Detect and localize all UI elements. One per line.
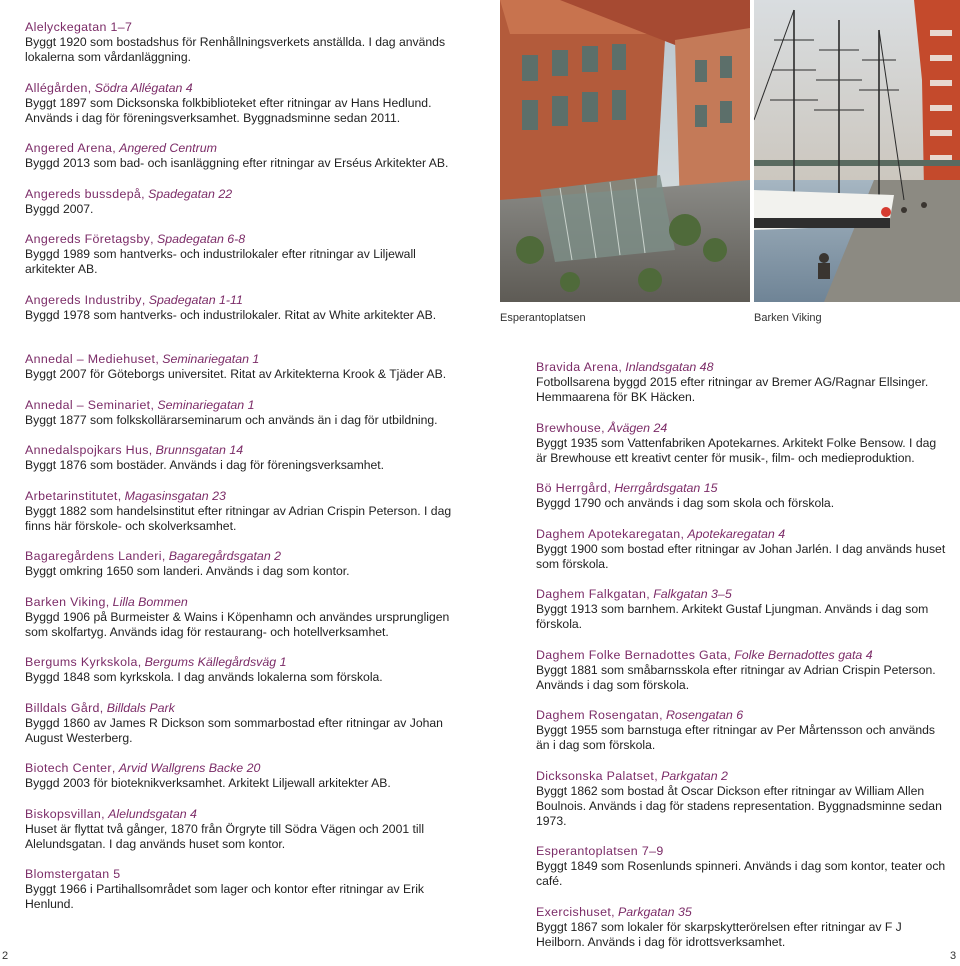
building-name: Barken Viking: [25, 594, 106, 609]
building-name: Angereds bussdepå: [25, 186, 142, 201]
building-address: Magasinsgatan 23: [124, 488, 226, 503]
building-description: Byggt 1849 som Rosenlunds spinneri. Används i dag som kontor, teater och café.: [536, 859, 946, 888]
building-entry: [25, 807, 465, 852]
building-name: Angered Arena: [25, 141, 113, 155]
entry-heading: Allégården, Södra Allégatan 4: [25, 80, 193, 95]
entry-heading: Barken Viking, Lilla Bommen: [25, 594, 188, 609]
entry-heading: Biskopsvillan, Alelundsgatan 4: [25, 806, 197, 821]
building-description: Byggt 1882 som handelsinstitut efter ritningar av Adrian Crispin Peterson. I dag finns här förskole- och skolverksamhet.: [25, 503, 452, 533]
building-address: Alelundsgatan 4: [108, 806, 197, 821]
building-address: Bergums Källegårdsväg 1: [144, 655, 287, 669]
building-name: Billdals Gård: [25, 700, 100, 715]
building-address: Lilla Bommen: [112, 594, 188, 609]
entry-heading: Arbetarinstitutet, Magasinsgatan 23: [25, 488, 226, 503]
building-description: Byggd 1989 som hantverks- och industrilokaler efter ritningar av Liljewall arkitekter AB.: [25, 247, 416, 276]
entry-heading: [25, 20, 465, 35]
building-description: Byggt 1935 som Vattenfabriken Apotekarnes. Arkitekt Folke Bensow. I dag är Brewhouse ett kreativt center för musik-, film- och medieproduktion.: [536, 435, 937, 465]
building-address: Spadegatan 1-11: [148, 292, 243, 307]
building-entry: [25, 81, 465, 126]
entry-heading: Annedalspojkars Hus, Brunnsgatan 14: [25, 443, 244, 457]
building-address: Brunnsgatan 14: [155, 443, 244, 457]
building-entry: [25, 595, 465, 640]
building-name: Bagaregårdens Landeri: [25, 549, 162, 563]
building-entry: [536, 905, 946, 950]
building-description: Byggt 1876 som bostäder. Används i dag för föreningsverksamhet.: [25, 458, 385, 472]
building-name: Annedal – Mediehuset: [25, 352, 156, 366]
building-address: Seminariegatan 1: [162, 352, 260, 366]
entry-heading: Bergums Kyrkskola, Bergums Källegårdsväg 1: [25, 655, 287, 669]
entry-heading: Angereds bussdepå, Spadegatan 22: [25, 186, 233, 201]
entries-column-top-left: [25, 20, 465, 338]
building-entry: [536, 769, 946, 829]
entry-heading: Bö Herrgård, Herrgårdsgatan 15: [536, 481, 718, 495]
building-name: Bergums Kyrkskola: [25, 655, 138, 669]
building-entry: [25, 352, 465, 382]
building-address: Bagaregårdsgatan 2: [168, 549, 282, 563]
entry-heading: Annedal – Seminariet, Seminariegatan 1: [25, 397, 255, 412]
building-name: Alelyckegatan 1–7: [25, 20, 133, 34]
building-description: Byggt 1920 som bostadshus för Renhållningsverkets anställda. I dag används lokalerna som vårdanläggning.: [25, 35, 446, 64]
entry-heading: Exercishuset, Parkgatan 35: [536, 904, 692, 919]
building-description: Byggd 1790 och används i dag som skola och förskola.: [536, 496, 835, 510]
building-name: Arbetarinstitutet: [25, 488, 118, 503]
building-name: Biskopsvillan: [25, 806, 102, 821]
building-name: Bö Herrgård: [536, 481, 608, 495]
building-entry: [25, 761, 465, 791]
building-description: Byggd 2007.: [25, 201, 94, 216]
page-number-right: 3: [950, 950, 957, 962]
building-name: Daghem Rosengatan: [536, 708, 660, 722]
building-address: Arvid Wallgrens Backe 20: [118, 761, 261, 775]
building-address: Falkgatan 3–5: [653, 587, 732, 601]
building-entry: [25, 141, 465, 171]
building-entry: [25, 398, 465, 428]
building-description: Fotbollsarena byggd 2015 efter ritningar av Bremer AG/Ragnar Ellsinger. Hemmaarena för BK Häcken.: [536, 375, 929, 404]
building-name: Blomstergatan 5: [25, 867, 121, 881]
building-entry: [536, 360, 946, 405]
entries-column-right: [536, 360, 946, 965]
building-description: Byggt 1867 som lokaler för skarpskytterörelsen efter ritningar av F J Heilborn. Används i dag för idrottsverksamhet.: [536, 919, 902, 949]
building-description: Byggd 1906 på Burmeister & Wains i Köpenhamn och användes ursprungligen som skolfartyg. Används idag för restaurang- och hotellverksamhet.: [25, 609, 450, 639]
building-entry: [25, 187, 465, 217]
building-entry: [25, 443, 465, 473]
building-entry: [25, 232, 465, 277]
building-entry: [25, 293, 465, 323]
building-address: Herrgårdsgatan 15: [614, 481, 718, 495]
building-entry: [536, 527, 946, 572]
building-name: Daghem Folke Bernadottes Gata: [536, 647, 728, 662]
building-description: Byggt 1913 som barnhem. Arkitekt Gustaf Ljungman. Används i dag som förskola.: [536, 602, 929, 631]
building-address: Folke Bernadottes gata 4: [734, 647, 873, 662]
building-name: Exercishuset: [536, 904, 612, 919]
entry-heading: Bravida Arena, Inlandsgatan 48: [536, 360, 714, 374]
building-entry: [536, 587, 946, 632]
entry-heading: Dicksonska Palatset, Parkgatan 2: [536, 768, 728, 783]
building-description: Byggd 1848 som kyrkskola. I dag används lokalerna som förskola.: [25, 670, 383, 684]
building-address: Apotekaregatan 4: [687, 526, 786, 541]
building-address: Angered Centrum: [119, 141, 217, 155]
building-entry: [25, 20, 465, 65]
building-entry: [536, 421, 946, 466]
building-description: Byggt 1877 som folkskollärarseminarum och används än i dag för utbildning.: [25, 412, 438, 427]
building-entry: [536, 844, 946, 889]
building-description: Byggt 1862 som bostad åt Oscar Dickson efter ritningar av William Allen Boulnois. Används i dag för stadens representation. Byggnadsminne sedan 1973.: [536, 783, 942, 828]
building-description: Byggt 1897 som Dicksonska folkbiblioteket efter ritningar av Hans Hedlund. Används i dag för föreningsverksamhet. Byggnadsminne sedan 2011.: [25, 95, 432, 125]
building-description: Byggd 1860 av James R Dickson som sommarbostad efter ritningar av Johan August Westerberg.: [25, 715, 443, 745]
building-address: Spadegatan 22: [148, 186, 233, 201]
building-entry: [25, 655, 465, 685]
building-name: Biotech Center: [25, 761, 112, 775]
photo-caption-esperantoplatsen: Esperantoplatsen: [500, 312, 586, 324]
building-description: Byggd 2013 som bad- och isanläggning efter ritningar av Erséus Arkitekter AB.: [25, 156, 449, 170]
entry-heading: Annedal – Mediehuset, Seminariegatan 1: [25, 352, 260, 366]
entry-heading: [25, 867, 465, 882]
building-entry: [25, 867, 465, 912]
building-name: Esperantoplatsen 7–9: [536, 844, 664, 858]
entry-heading: Daghem Rosengatan, Rosengatan 6: [536, 708, 744, 722]
building-description: Huset är flyttat två gånger, 1870 från Örgryte till Södra Vägen och 2001 till Alelundsgatan. I dag används huset som kontor.: [25, 821, 425, 851]
building-description: Byggt 1966 i Partihallsområdet som lager och kontor efter ritningar av Erik Henlund.: [25, 882, 424, 911]
building-entry: [25, 489, 465, 534]
building-description: Byggt 1900 som bostad efter ritningar av Johan Jarlén. I dag används huset som förskola.: [536, 541, 946, 571]
entry-heading: Brewhouse, Åvägen 24: [536, 420, 668, 435]
building-description: Byggt 1881 som småbarnsskola efter ritningar av Adrian Crispin Peterson. Används i dag som förskola.: [536, 662, 936, 692]
building-address: Åvägen 24: [608, 420, 668, 435]
building-address: Parkgatan 2: [661, 768, 728, 783]
entries-column-left: [25, 352, 465, 928]
building-name: Angereds Företagsby: [25, 232, 151, 246]
esperantoplatsen-photo: [500, 0, 750, 302]
building-entry: [536, 648, 946, 693]
building-address: Inlandsgatan 48: [625, 360, 714, 374]
building-description: Byggt 2007 för Göteborgs universitet. Ritat av Arkitekterna Krook & Tjäder AB.: [25, 367, 447, 381]
building-entry: [536, 481, 946, 511]
entry-heading: Bagaregårdens Landeri, Bagaregårdsgatan 2: [25, 549, 282, 563]
building-name: Bravida Arena: [536, 360, 619, 374]
building-description: Byggd 2003 för bioteknikverksamhet. Arkitekt Liljewall arkitekter AB.: [25, 776, 391, 790]
building-name: Daghem Falkgatan: [536, 587, 647, 601]
building-name: Allégården: [25, 80, 88, 95]
building-name: Daghem Apotekaregatan: [536, 526, 681, 541]
building-entry: [536, 708, 946, 753]
entry-heading: Angered Arena, Angered Centrum: [25, 141, 217, 155]
building-address: Billdals Park: [106, 700, 175, 715]
building-name: Brewhouse: [536, 420, 602, 435]
entry-heading: Daghem Falkgatan, Falkgatan 3–5: [536, 587, 732, 601]
page-number-left: 2: [2, 950, 9, 962]
entry-heading: Daghem Folke Bernadottes Gata, Folke Bernadottes gata 4: [536, 647, 873, 662]
building-description: Byggd 1978 som hantverks- och industrilokaler. Ritat av White arkitekter AB.: [25, 307, 437, 322]
barken-viking-photo: [754, 0, 960, 302]
entry-heading: Angereds Företagsby, Spadegatan 6-8: [25, 232, 246, 246]
building-address: Rosengatan 6: [665, 708, 744, 722]
building-name: Dicksonska Palatset: [536, 768, 655, 783]
building-name: Annedalspojkars Hus: [25, 443, 149, 457]
entry-heading: Daghem Apotekaregatan, Apotekaregatan 4: [536, 526, 786, 541]
building-address: Parkgatan 35: [618, 904, 692, 919]
building-name: Angereds Industriby: [25, 292, 142, 307]
building-name: Annedal – Seminariet: [25, 397, 151, 412]
entry-heading: [536, 844, 946, 859]
building-description: Byggt omkring 1650 som landeri. Används i dag som kontor.: [25, 564, 350, 578]
entry-heading: Biotech Center, Arvid Wallgrens Backe 20: [25, 761, 261, 775]
photo-caption-barken-viking: Barken Viking: [754, 312, 822, 324]
building-entry: [25, 701, 465, 746]
building-description: Byggt 1955 som barnstuga efter ritningar av Per Mårtensson och används än i dag som förskola.: [536, 723, 936, 752]
entry-heading: Angereds Industriby, Spadegatan 1-11: [25, 292, 243, 307]
building-entry: [25, 549, 465, 579]
building-address: Seminariegatan 1: [157, 397, 255, 412]
entry-heading: Billdals Gård, Billdals Park: [25, 700, 175, 715]
building-address: Spadegatan 6-8: [157, 232, 246, 246]
building-address: Södra Allégatan 4: [94, 80, 193, 95]
